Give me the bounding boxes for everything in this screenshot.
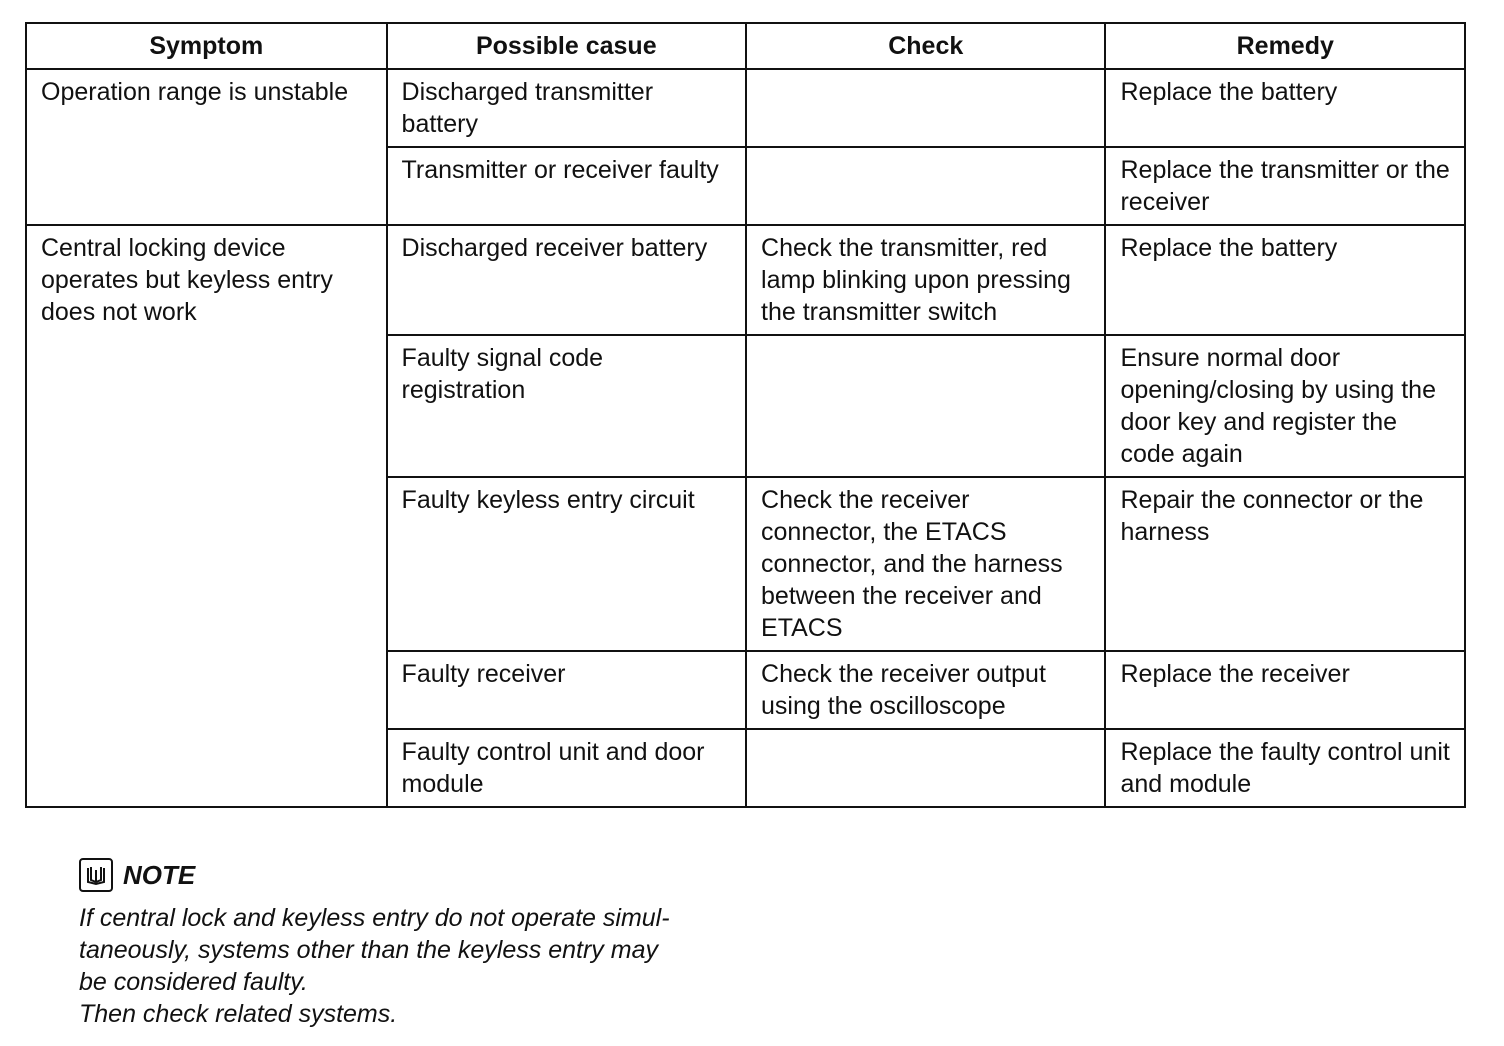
note-header (79, 856, 759, 894)
header-symptom: Symptom (26, 23, 387, 69)
note-line: be considered faulty. (79, 968, 308, 996)
table-header-row (26, 23, 1465, 69)
check-cell (746, 69, 1105, 147)
check-cell (746, 729, 1105, 807)
header-check: Check (746, 23, 1105, 69)
remedy-cell: Replace the battery (1105, 225, 1465, 335)
table-row (26, 69, 1465, 147)
remedy-cell: Repair the connector or the harness (1105, 477, 1465, 651)
note-line: Then check related systems. (79, 1000, 398, 1028)
remedy-cell: Replace the battery (1105, 69, 1465, 147)
remedy-cell: Replace the receiver (1105, 651, 1465, 729)
note-section (79, 856, 759, 1030)
remedy-cell: Replace the faulty control unit and module (1105, 729, 1465, 807)
table-row (26, 225, 1465, 335)
cause-cell: Transmitter or receiver faulty (387, 147, 746, 225)
troubleshooting-table-container (25, 22, 1466, 808)
header-possible-cause: Possible casue (387, 23, 746, 69)
cause-cell: Faulty keyless entry circuit (387, 477, 746, 651)
note-body (79, 902, 759, 1030)
book-icon (79, 858, 113, 892)
cause-cell: Discharged receiver battery (387, 225, 746, 335)
header-remedy: Remedy (1105, 23, 1465, 69)
troubleshooting-table (25, 22, 1466, 808)
note-line: If central lock and keyless entry do not operate simul- (79, 904, 670, 932)
cause-cell: Discharged transmitter battery (387, 69, 746, 147)
remedy-cell: Ensure normal door opening/closing by using the door key and register the code again (1105, 335, 1465, 477)
check-cell: Check the receiver connector, the ETACS connector, and the harness between the receiver and ETACS (746, 477, 1105, 651)
note-title: NOTE (123, 859, 196, 890)
check-cell (746, 147, 1105, 225)
check-cell (746, 335, 1105, 477)
remedy-cell: Replace the transmitter or the receiver (1105, 147, 1465, 225)
symptom-cell: Operation range is unstable (26, 69, 387, 225)
cause-cell: Faulty signal code registration (387, 335, 746, 477)
cause-cell: Faulty receiver (387, 651, 746, 729)
check-cell: Check the transmitter, red lamp blinking upon pressing the transmitter switch (746, 225, 1105, 335)
symptom-cell: Central locking device operates but keyless entry does not work (26, 225, 387, 807)
note-line: taneously, systems other than the keyless entry may (79, 936, 658, 964)
cause-cell: Faulty control unit and door module (387, 729, 746, 807)
check-cell: Check the receiver output using the oscilloscope (746, 651, 1105, 729)
